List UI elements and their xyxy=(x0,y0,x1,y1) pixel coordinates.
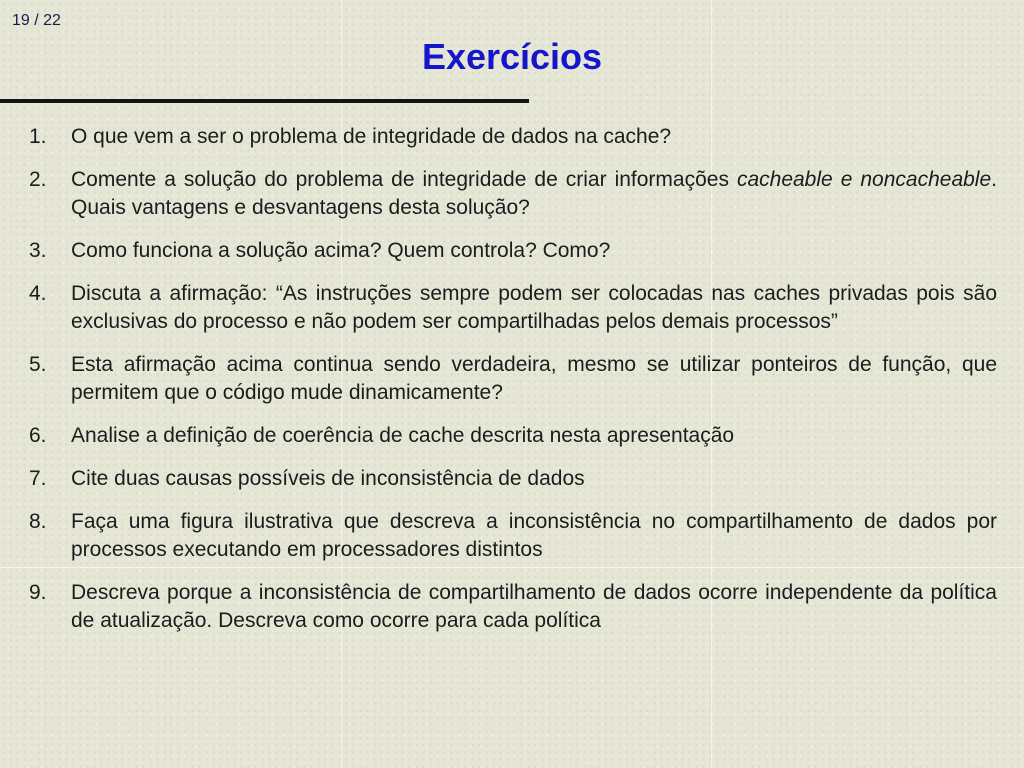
list-item xyxy=(29,280,997,336)
exercise-list xyxy=(29,123,997,650)
item-number: 3. xyxy=(29,239,47,262)
item-text: O que vem a ser o problema de integridade de dados na cache? xyxy=(71,125,672,148)
item-text: Cite duas causas possíveis de inconsistência de dados xyxy=(71,467,585,490)
item-text: Faça uma figura ilustrativa que descreva a inconsistência no compartilhamento de dados por processos executando em processadores distintos xyxy=(71,510,997,561)
item-text: Analise a definição de coerência de cache descrita nesta apresentação xyxy=(71,424,735,447)
list-item xyxy=(29,422,997,450)
item-text: Discuta a afirmação: “As instruções sempre podem ser colocadas nas caches privadas pois são exclusivas do processo e não podem ser compartilhadas pelos demais processos” xyxy=(71,282,997,333)
item-number: 1. xyxy=(29,125,47,148)
item-number: 9. xyxy=(29,581,47,604)
item-number: 6. xyxy=(29,424,47,447)
list-item xyxy=(29,237,997,265)
item-number: 2. xyxy=(29,168,47,191)
list-item xyxy=(29,579,997,635)
item-number: 4. xyxy=(29,282,47,305)
item-text: Como funciona a solução acima? Quem controla? Como? xyxy=(71,239,611,262)
page-number: 19 / 22 xyxy=(12,12,61,29)
item-text xyxy=(71,166,997,222)
item-text-end: . Quais vantagens e desvantagens desta solução? xyxy=(71,168,997,219)
item-number: 5. xyxy=(29,353,47,376)
list-item xyxy=(29,351,997,407)
title-underline xyxy=(0,99,529,103)
item-text: Esta afirmação acima continua sendo verdadeira, mesmo se utilizar ponteiros de função, que permitem que o código mude dinamicamente? xyxy=(71,353,997,404)
item-text: Descreva porque a inconsistência de compartilhamento de dados ocorre independente da política de atualização. Descreva como ocorre para cada política xyxy=(71,581,997,632)
list-item xyxy=(29,166,997,222)
page-title: Exercícios xyxy=(421,36,603,77)
list-item xyxy=(29,123,997,151)
item-text-italic: cacheable e noncacheable xyxy=(736,168,992,191)
item-number: 7. xyxy=(29,467,47,490)
item-number: 8. xyxy=(29,510,47,533)
list-item xyxy=(29,465,997,493)
item-text-start: Comente a solução do problema de integridade de criar informações xyxy=(71,168,737,191)
list-item xyxy=(29,508,997,564)
